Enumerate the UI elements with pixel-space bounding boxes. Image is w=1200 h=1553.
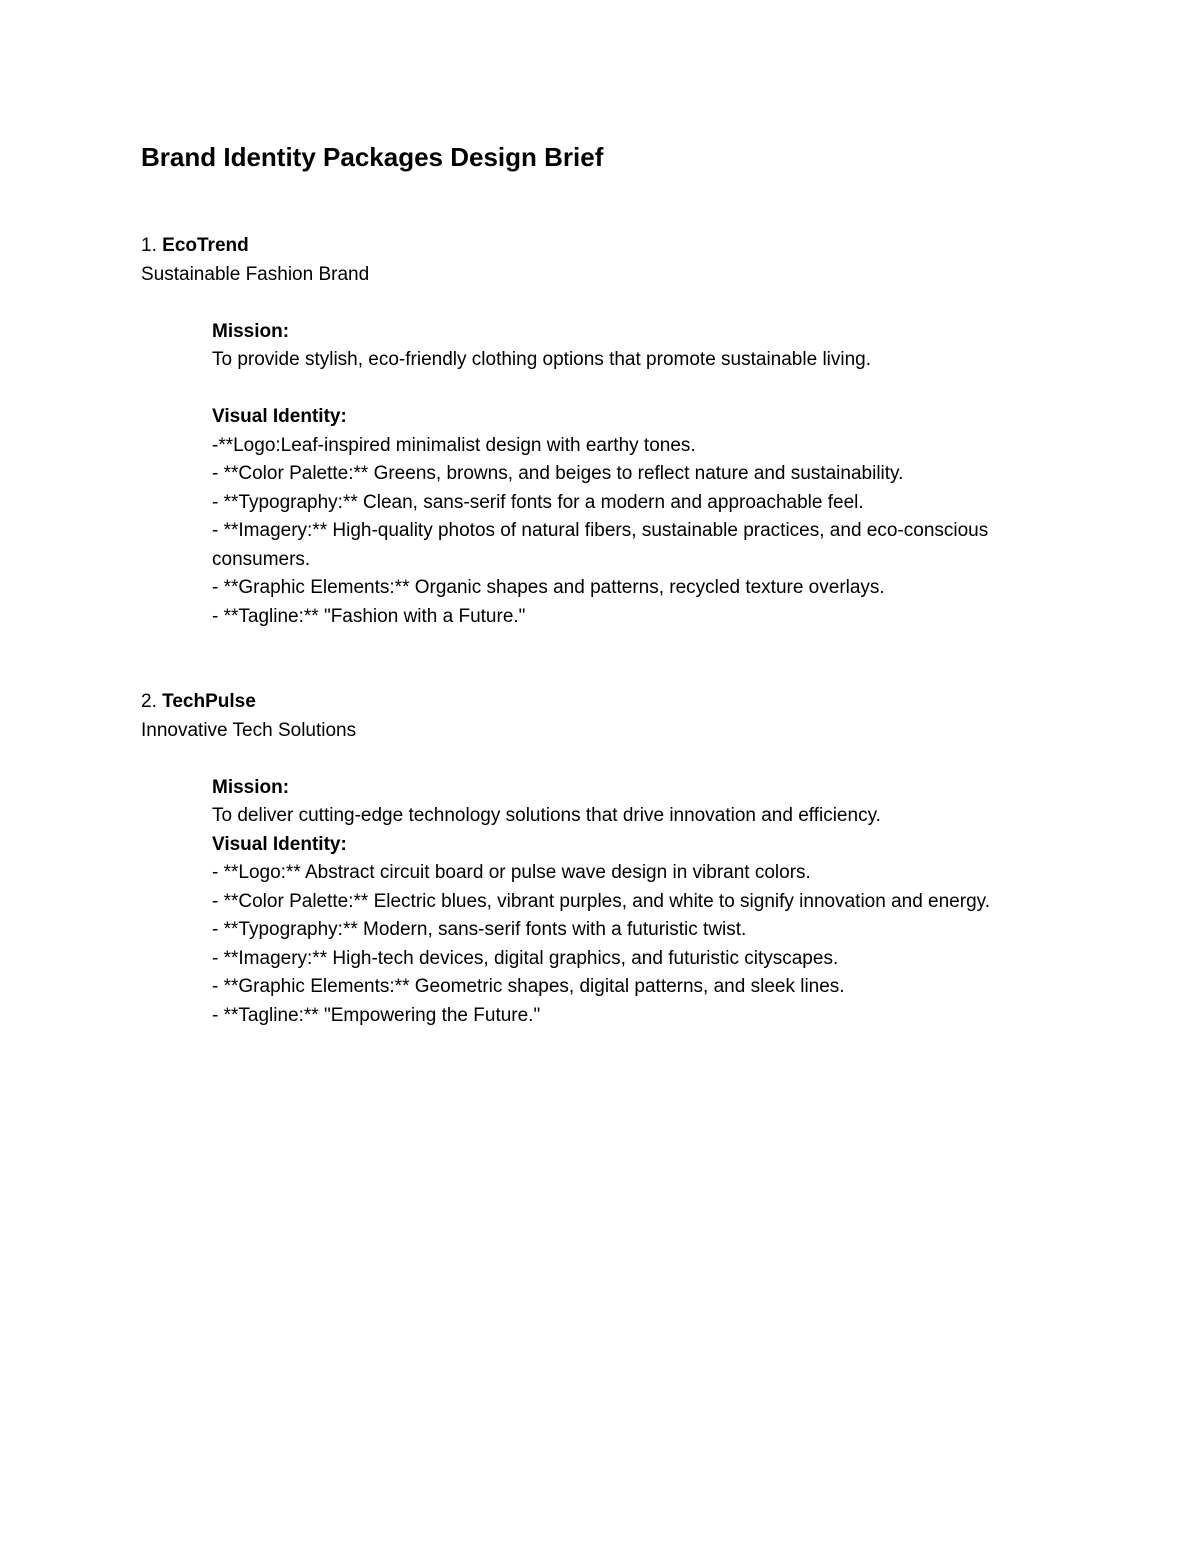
visual-identity-label: Visual Identity: bbox=[212, 406, 347, 427]
brand-category: Sustainable Fashion Brand bbox=[141, 263, 370, 285]
visual-identity-item: - **Color Palette:** Electric blues, vibrant purples, and white to signify innovation and energy. bbox=[212, 890, 991, 912]
brand-details bbox=[212, 318, 1032, 632]
mission-label: Mission: bbox=[212, 776, 290, 798]
brand-name: EcoTrend bbox=[162, 235, 249, 256]
brand-category: Innovative Tech Solutions bbox=[141, 719, 357, 741]
visual-identity-item: - **Imagery:** High-quality photos of natural fibers, sustainable practices, and eco-conscious consumers. bbox=[212, 520, 989, 570]
visual-identity-item: - **Imagery:** High-tech devices, digital graphics, and futuristic cityscapes. bbox=[212, 947, 839, 969]
visual-identity-label: Visual Identity: bbox=[212, 833, 347, 855]
visual-identity-item: - **Graphic Elements:** Organic shapes and patterns, recycled texture overlays. bbox=[212, 577, 885, 598]
visual-identity-list bbox=[212, 859, 1032, 1030]
visual-identity-item: - **Tagline:** "Fashion with a Future." bbox=[212, 605, 526, 627]
brand-details bbox=[212, 774, 1032, 1031]
document-title: Brand Identity Packages Design Brief bbox=[141, 142, 604, 172]
visual-identity-list bbox=[212, 432, 1032, 632]
brand-section-ecotrend bbox=[141, 232, 1041, 631]
brand-heading bbox=[141, 688, 1041, 717]
visual-identity-item: - **Graphic Elements:** Geometric shapes, digital patterns, and sleek lines. bbox=[212, 976, 845, 997]
mission-text: To provide stylish, eco-friendly clothing options that promote sustainable living. bbox=[212, 349, 872, 370]
brand-heading bbox=[141, 232, 1041, 261]
brand-section-techpulse bbox=[141, 688, 1041, 1030]
brand-name: TechPulse bbox=[162, 691, 256, 712]
brand-number: 2. bbox=[141, 691, 157, 712]
visual-identity-item: -**Logo:Leaf-inspired minimalist design with earthy tones. bbox=[212, 434, 696, 456]
visual-identity-item: - **Tagline:** "Empowering the Future." bbox=[212, 1004, 541, 1026]
mission-label: Mission: bbox=[212, 320, 290, 342]
visual-identity-item: - **Typography:** Modern, sans-serif fonts with a futuristic twist. bbox=[212, 919, 747, 940]
visual-identity-item: - **Color Palette:** Greens, browns, and beiges to reflect nature and sustainability. bbox=[212, 463, 904, 484]
mission-text: To deliver cutting-edge technology solutions that drive innovation and efficiency. bbox=[212, 805, 881, 826]
brand-number: 1. bbox=[141, 235, 157, 256]
visual-identity-item: - **Typography:** Clean, sans-serif fonts for a modern and approachable feel. bbox=[212, 491, 864, 513]
visual-identity-item: - **Logo:** Abstract circuit board or pulse wave design in vibrant colors. bbox=[212, 862, 811, 883]
